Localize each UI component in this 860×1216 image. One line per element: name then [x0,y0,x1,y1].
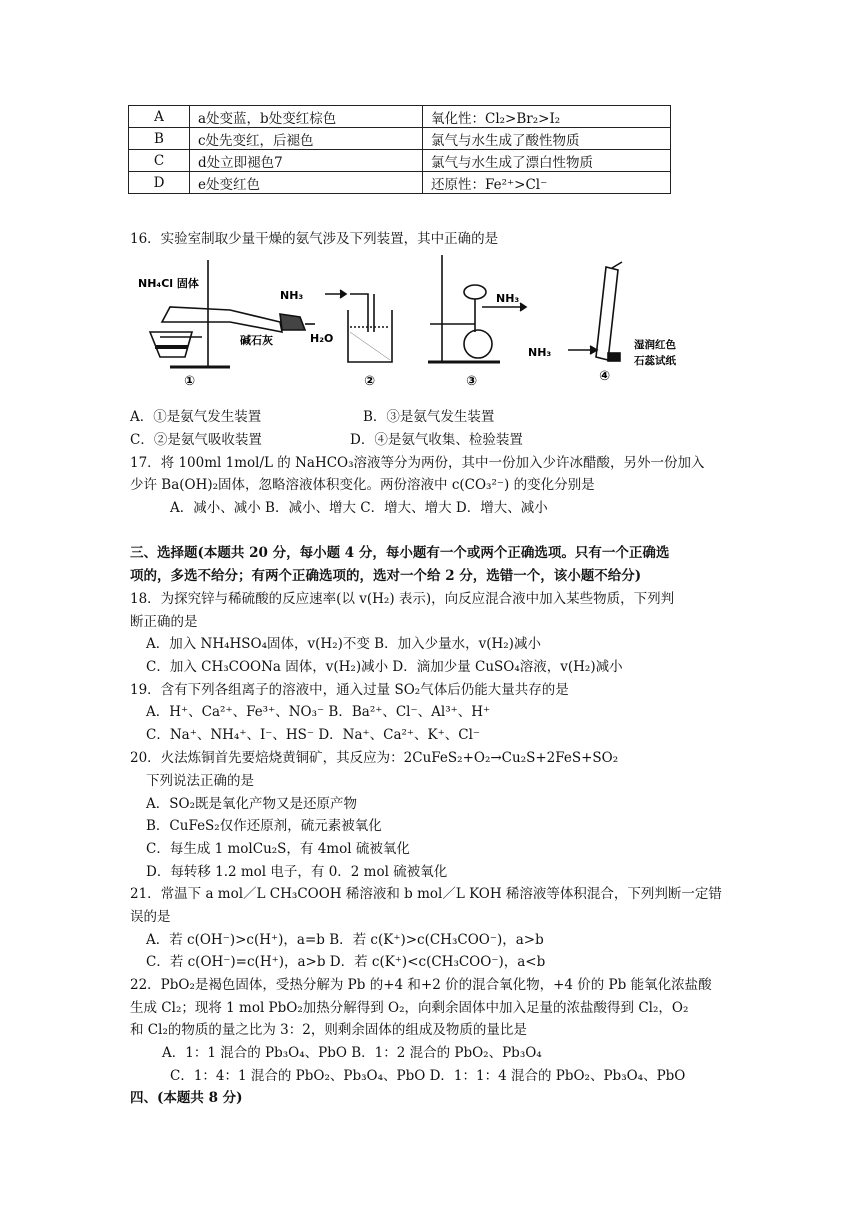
q19-options-cd: C．Na⁺、NH₄⁺、I⁻、HS⁻ D．Na⁺、Ca²⁺、K⁺、Cl⁻ [146,727,481,743]
fig-label-n1: ① [184,374,196,389]
fig-label-nh3-2: NH₃ [280,289,304,302]
q19-options-ab: A．H⁺、Ca²⁺、Fe³⁺、NO₃⁻ B．Ba²⁺、Cl⁻、Al³⁺、H⁺ [146,704,491,720]
q18-options-ab: A．加入 NH₄HSO₄固体，v(H₂)不变 B．加入少量水，v(H₂)减小 [146,636,541,652]
fig-label-h2o: H₂O [310,332,334,345]
q21-line1: 21．常温下 a mol／L CH₃COOH 稀溶液和 b mol／L KOH 稀溶液等体积混合，下列判断一定错 [130,886,722,902]
q22-line3: 和 Cl₂的物质的量之比为 3：2，则剩余固体的组成及物质的量比是 [130,1022,527,1038]
option-letter-cell: B [129,128,190,150]
option-letter-cell: C [129,150,190,172]
fig-label-litmus1: 湿润红色 [634,339,676,351]
apparatus-4 [568,262,622,361]
q21-line2: 误的是 [130,909,171,925]
q17-options: A．减小、减小 B．减小、增大 C．增大、增大 D．增大、减小 [170,500,548,516]
conclusion-cell: 还原性：Fe²⁺>Cl⁻ [423,172,671,194]
q18-line2: 断正确的是 [130,614,198,630]
q16-option-c: C．②是氨气吸收装置 [130,432,262,448]
q19-stem: 19．含有下列各组离子的溶液中，通入过量 SO₂气体后仍能大量共存的是 [130,682,569,698]
fig-label-n3: ③ [466,374,478,389]
phenomenon-cell: d处立即褪色7 [190,150,423,172]
table-row [129,128,671,150]
q20-option-b: B．CuFeS₂仅作还原剂，硫元素被氧化 [146,818,382,834]
section3-line2: 项的，多选不给分；有两个正确选项的，选对一个给 2 分，选错一个，该小题不给分) [130,568,642,584]
q18-line1: 18．为探究锌与稀硫酸的反应速率(以 v(H₂) 表示)，向反应混合液中加入某些物质，下列判 [130,591,675,607]
fig-label-nh3-4: NH₃ [528,346,552,359]
fig-label-litmus2: 石蕊试纸 [634,355,676,367]
phenomenon-cell: a处变蓝，b处变红棕色 [190,106,423,128]
table-row [129,172,671,194]
q20-option-d: D．每转移 1.2 mol 电子，有 0．2 mol 硫被氧化 [146,864,448,880]
option-letter-cell: D [129,172,190,194]
q18-options-cd: C．加入 CH₃COONa 固体，v(H₂)减小 D．滴加少量 CuSO₄溶液，v(H₂)减小 [146,659,623,675]
q16-option-a: A．①是氨气发生装置 [130,409,262,425]
conclusion-cell: 氯气与水生成了漂白性物质 [423,150,671,172]
table-row [129,150,671,172]
apparatus-3 [428,255,526,362]
answer-table [128,105,671,194]
q22-line2: 生成 Cl₂；现将 1 mol PbO₂加热分解得到 O₂，向剩余固体中加入足量的浓盐酸得到 Cl₂，O₂ [130,1000,689,1016]
conclusion-cell: 氧化性：Cl₂>Br₂>I₂ [423,106,671,128]
fig-label-soda-lime: 碱石灰 [240,334,273,347]
q21-options-ab: A．若 c(OH⁻)>c(H⁺)，a=b B．若 c(K⁺)>c(CH₃COO⁻)，a>b [146,932,544,948]
fig-label-nh4cl: NH₄Cl 固体 [138,277,199,290]
q16-apparatus-figure [130,252,676,392]
apparatus-2 [325,290,392,362]
fig-label-n4: ④ [599,369,611,384]
q17-line1: 17．将 100ml 1mol/L 的 NaHCO₃溶液等分为两份，其中一份加入少许冰醋酸，另外一份加入 [130,455,705,471]
fig-label-n2: ② [364,374,376,389]
q20-option-c: C．每生成 1 molCu₂S，有 4mol 硫被氧化 [146,841,410,857]
q22-options-cd: C．1：4：1 混合的 PbO₂、Pb₃O₄、PbO D．1：1：4 混合的 PbO₂、Pb₃O₄、PbO [170,1068,686,1084]
section4-heading: 四、(本题共 8 分) [130,1090,243,1106]
fig-label-nh3-3: NH₃ [496,292,520,305]
table-row [129,106,671,128]
q16-stem: 16．实验室制取少量干燥的氨气涉及下列装置，其中正确的是 [130,231,499,247]
q22-options-ab: A．1：1 混合的 Pb₃O₄、PbO B．1：2 混合的 PbO₂、Pb₃O₄ [162,1045,542,1061]
section3-line1: 三、选择题(本题共 20 分，每小题 4 分，每小题有一个或两个正确选项。只有一个正确选 [130,545,670,561]
phenomenon-cell: c处先变红，后褪色 [190,128,423,150]
q17-line2: 少许 Ba(OH)₂固体，忽略溶液体积变化。两份溶液中 c(CO₃²⁻) 的变化分别是 [130,477,595,493]
q20-sub: 下列说法正确的是 [146,773,254,789]
q22-line1: 22．PbO₂是褐色固体，受热分解为 Pb 的+4 和+2 价的混合氧化物，+4 价的 Pb 能氧化浓盐酸 [130,977,712,993]
q16-option-b: B．③是氨气发生装置 [363,409,495,425]
q20-option-a: A．SO₂既是氧化产物又是还原产物 [146,796,357,812]
q21-options-cd: C．若 c(OH⁻)=c(H⁺)，a>b D．若 c(K⁺)<c(CH₃COO⁻)，a<b [146,954,546,970]
option-letter-cell: A [129,106,190,128]
phenomenon-cell: e处变红色 [190,172,423,194]
conclusion-cell: 氯气与水生成了酸性物质 [423,128,671,150]
q16-option-d: D．④是氨气收集、检验装置 [350,432,523,448]
q20-stem: 20．火法炼铜首先要焙烧黄铜矿，其反应为：2CuFeS₂+O₂→Cu₂S+2FeS+SO₂ [130,750,619,766]
